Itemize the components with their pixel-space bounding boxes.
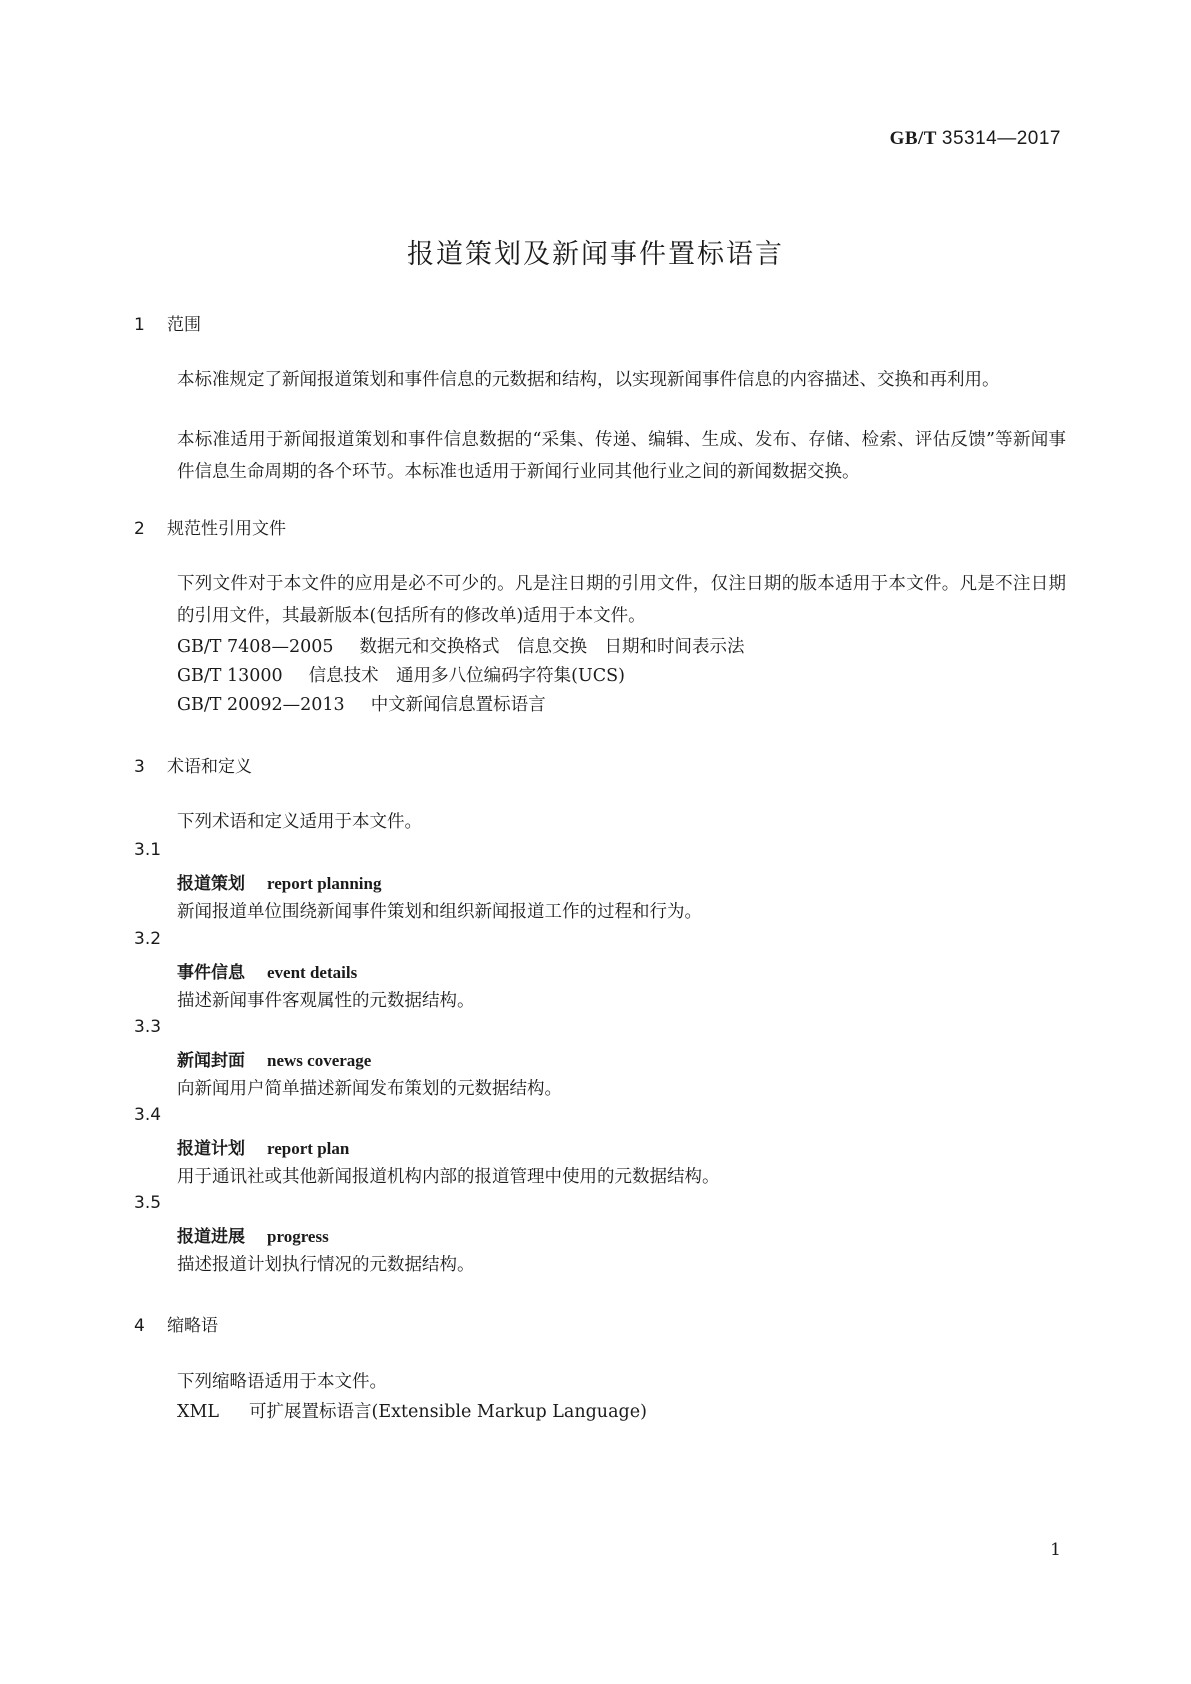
term-name (177, 1222, 329, 1247)
term-definition: 新闻报道单位围绕新闻事件策划和组织新闻报道工作的过程和行为。 (177, 902, 702, 922)
reference-title: 数据元和交换格式 信息交换 日期和时间表示法 (359, 637, 745, 657)
term-name (177, 1046, 371, 1071)
reference-item (177, 691, 572, 716)
standard-number: 35314—2017 (941, 128, 1061, 149)
term-name-zh: 事件信息 (177, 963, 245, 983)
term-name-zh: 新闻封面 (177, 1051, 245, 1071)
term-definition: 描述报道计划执行情况的元数据结构。 (177, 1255, 475, 1275)
section-title: 范围 (167, 315, 201, 335)
term-number: 3.5 (134, 1193, 162, 1213)
page-number: 1 (1050, 1540, 1061, 1560)
reference-code: GB/T 13000 (177, 666, 283, 686)
reference-code: GB/T 20092—2013 (177, 695, 345, 715)
term-name (177, 869, 381, 894)
term-name (177, 1134, 349, 1159)
abbreviation-item (177, 1398, 647, 1423)
term-number: 3.1 (134, 840, 162, 860)
section-title: 术语和定义 (167, 757, 252, 777)
section-number: 2 (134, 519, 145, 539)
term-definition: 向新闻用户简单描述新闻发布策划的元数据结构。 (177, 1079, 562, 1099)
term-number: 3.2 (134, 929, 162, 949)
term-name-en: report plan (267, 1139, 350, 1158)
section-heading-3 (134, 752, 252, 777)
term-name-zh: 报道计划 (177, 1139, 245, 1159)
reference-item (177, 662, 651, 687)
term-name (177, 958, 357, 983)
standard-prefix: GB/T (889, 128, 937, 149)
reference-title: 中文新闻信息置标语言 (370, 695, 546, 715)
term-name-en: report planning (267, 874, 382, 893)
term-name-zh: 报道策划 (177, 874, 245, 894)
term-name-en: news coverage (267, 1051, 372, 1070)
term-definition: 描述新闻事件客观属性的元数据结构。 (177, 991, 475, 1011)
terms-intro: 下列术语和定义适用于本文件。 (177, 812, 422, 832)
term-name-zh: 报道进展 (177, 1227, 245, 1247)
term-number: 3.4 (134, 1105, 162, 1125)
references-intro-paragraph: 下列文件对于本文件的应用是必不可少的。凡是注日期的引用文件，仅注日期的版本适用于本文件。凡是不注日期的引用文件，其最新版本(包括所有的修改单)适用于本文件。 (177, 574, 1066, 626)
document-title: 报道策划及新闻事件置标语言 (407, 239, 784, 270)
reference-title: 信息技术 通用多八位编码字符集(UCS) (308, 666, 625, 686)
section-heading-2 (134, 514, 286, 539)
abbreviation-value: 可扩展置标语言(Extensible Markup Language) (249, 1402, 647, 1422)
section-number: 3 (134, 757, 145, 777)
section-title: 规范性引用文件 (167, 519, 286, 539)
section-heading-4 (134, 1311, 218, 1336)
abbreviations-intro: 下列缩略语适用于本文件。 (177, 1372, 387, 1392)
term-definition: 用于通讯社或其他新闻报道机构内部的报道管理中使用的元数据结构。 (177, 1167, 720, 1187)
standard-code (890, 128, 1061, 150)
term-name-en: event details (267, 963, 358, 982)
scope-paragraph-1: 本标准规定了新闻报道策划和事件信息的元数据和结构，以实现新闻事件信息的内容描述、交换和再利用。 (177, 370, 1000, 390)
section-number: 4 (134, 1316, 145, 1336)
term-number: 3.3 (134, 1017, 162, 1037)
reference-code: GB/T 7408—2005 (177, 637, 334, 657)
scope-paragraph-2: 本标准适用于新闻报道策划和事件信息数据的“采集、传递、编辑、生成、发布、存储、检索、评估反馈”等新闻事件信息生命周期的各个环节。本标准也适用于新闻行业同其他行业之间的新闻数据交换。 (177, 430, 1066, 482)
section-heading-1 (134, 310, 201, 335)
abbreviation-key: XML (177, 1402, 219, 1422)
section-title: 缩略语 (167, 1316, 218, 1336)
section-number: 1 (134, 315, 145, 335)
reference-item (177, 633, 771, 658)
term-name-en: progress (267, 1227, 329, 1246)
